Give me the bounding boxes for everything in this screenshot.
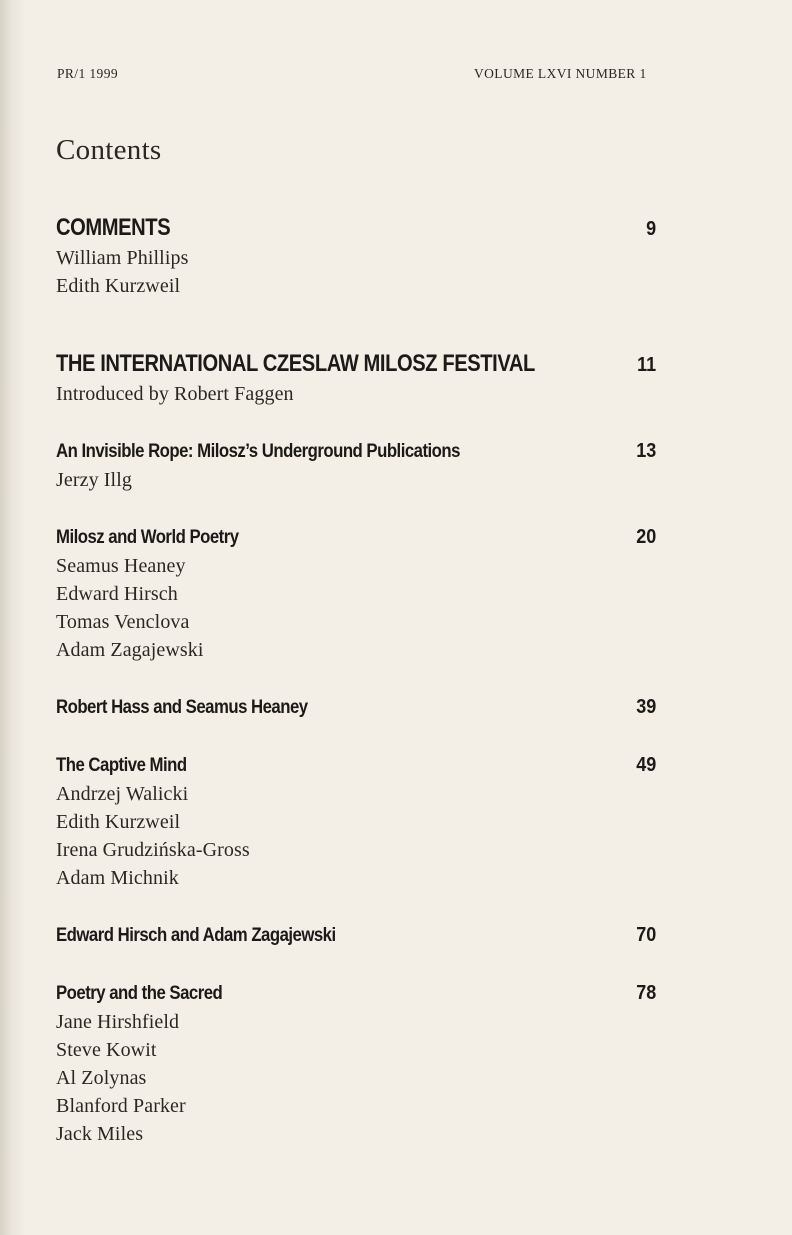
toc-entry-title[interactable]: THE INTERNATIONAL CZESLAW MILOSZ FESTIVAL — [56, 350, 535, 377]
toc-author: Edith Kurzweil — [56, 275, 181, 297]
toc-page-number: 78 — [635, 982, 656, 1004]
toc-entry-title[interactable]: The Captive Mind — [56, 754, 187, 776]
toc-author: Edith Kurzweil — [56, 811, 181, 833]
toc-page-number: 20 — [635, 526, 656, 548]
toc-author: Tomas Venclova — [56, 611, 190, 633]
toc-author: Adam Michnik — [56, 867, 179, 889]
toc-entry-title[interactable]: Edward Hirsch and Adam Zagajewski — [56, 924, 336, 946]
toc-author: Andrzej Walicki — [56, 783, 189, 805]
page-spine-shadow — [0, 0, 26, 1235]
toc-author: Jack Miles — [56, 1123, 144, 1145]
toc-author: Al Zolynas — [56, 1067, 147, 1089]
toc-entry-hass-heaney[interactable] — [56, 692, 656, 722]
toc-author: Seamus Heaney — [56, 555, 186, 577]
running-header-issue: PR/1 1999 — [57, 66, 118, 81]
toc-page-number: 9 — [645, 218, 656, 240]
toc-author: William Phillips — [56, 247, 189, 269]
toc-author: Blanford Parker — [56, 1095, 186, 1117]
toc-author: Irena Grudzińska-Gross — [56, 839, 250, 861]
toc-page-number: 11 — [636, 354, 656, 376]
toc-author: Adam Zagajewski — [56, 639, 204, 661]
toc-page-number: 13 — [635, 440, 656, 462]
toc-entry-poetry-sacred[interactable] — [56, 978, 656, 1148]
toc-entry-title[interactable]: Poetry and the Sacred — [56, 982, 223, 1004]
toc-entry-title[interactable]: Robert Hass and Seamus Heaney — [56, 696, 308, 718]
toc-entry-title[interactable]: COMMENTS — [56, 214, 171, 241]
toc-entry-milosz-festival[interactable] — [56, 348, 656, 408]
toc-author: Steve Kowit — [56, 1039, 157, 1061]
toc-entry-comments[interactable] — [56, 212, 656, 300]
table-of-contents — [56, 212, 656, 1176]
toc-author: Jane Hirshfield — [56, 1011, 180, 1033]
toc-author: Introduced by Robert Faggen — [56, 383, 294, 405]
toc-entry-captive-mind[interactable] — [56, 750, 656, 892]
running-header-volume: VOLUME LXVI NUMBER 1 — [474, 66, 647, 81]
toc-entry-invisible-rope[interactable] — [56, 436, 656, 494]
toc-entry-title[interactable]: Milosz and World Poetry — [56, 526, 239, 548]
page-title: Contents — [56, 134, 162, 166]
toc-entry-hirsch-zagajewski[interactable] — [56, 920, 656, 950]
toc-page-number: 39 — [635, 696, 656, 718]
toc-entry-title[interactable]: An Invisible Rope: Milosz’s Underground Publications — [56, 440, 460, 462]
toc-entry-world-poetry[interactable] — [56, 522, 656, 664]
toc-author: Edward Hirsch — [56, 583, 178, 605]
toc-page-number: 49 — [635, 754, 656, 776]
toc-page-number: 70 — [635, 924, 656, 946]
toc-author: Jerzy Illg — [56, 469, 132, 491]
